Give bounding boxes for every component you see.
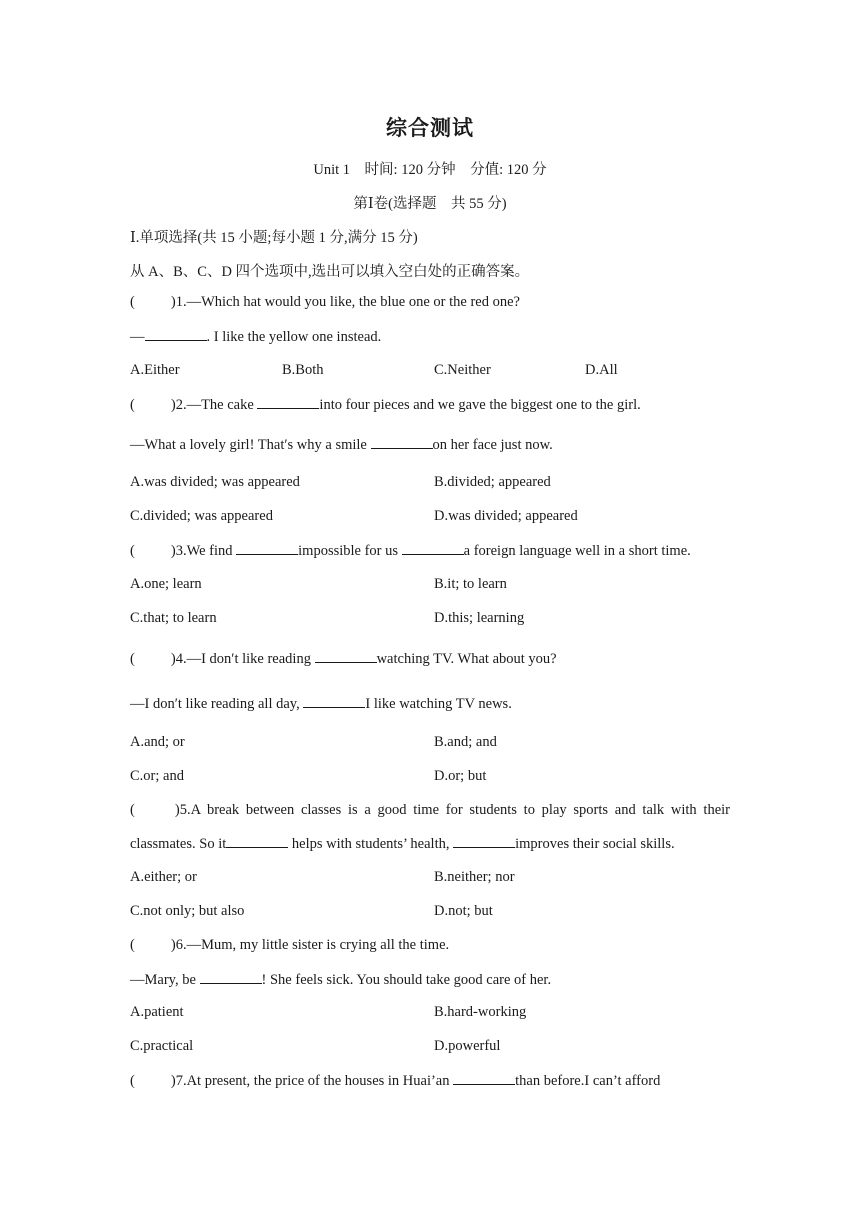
question-2-option-b: B.divided; appeared	[434, 474, 551, 490]
question-1-option-c: C.Neither	[434, 362, 491, 378]
question-6-reply-a: —Mary, be	[130, 972, 200, 988]
answer-blank[interactable]	[371, 436, 433, 449]
question-6-reply	[130, 971, 551, 989]
question-6-option-d: D.powerful	[434, 1038, 501, 1054]
question-1-text: 1.—Which hat would you like, the blue one or the red one?	[175, 294, 520, 310]
answer-paren-open: (	[130, 1073, 135, 1089]
answer-blank[interactable]	[402, 542, 464, 555]
answer-blank[interactable]	[453, 835, 515, 848]
answer-paren-open: (	[130, 397, 135, 413]
answer-paren-close: )	[170, 397, 176, 413]
question-5-option-a: A.either; or	[130, 869, 197, 885]
exam-info: Unit 1 时间: 120 分钟 分值: 120 分	[313, 162, 547, 178]
answer-paren-open: (	[130, 802, 135, 818]
question-3-option-d: D.this; learning	[434, 610, 525, 626]
question-1-option-d: D.All	[585, 362, 618, 378]
question-7-text-a: 7.At present, the price of the houses in Huai’an	[175, 1073, 454, 1089]
question-7-text-b: than before.I can’t afford	[515, 1073, 661, 1089]
question-3-text-b: impossible for us	[298, 543, 402, 559]
question-4	[130, 650, 557, 668]
question-1	[130, 294, 520, 311]
question-3	[130, 542, 691, 560]
question-1-reply-text: . I like the yellow one instead.	[206, 329, 382, 345]
answer-blank[interactable]	[145, 328, 207, 341]
question-1-reply	[130, 328, 381, 346]
answer-blank[interactable]	[236, 542, 298, 555]
question-4-option-d: D.or; but	[434, 768, 487, 784]
question-3-text-a: 3.We find	[175, 543, 237, 559]
question-4-option-b: B.and; and	[434, 734, 497, 750]
question-5-option-d: D.not; but	[434, 903, 493, 919]
answer-blank[interactable]	[303, 695, 365, 708]
answer-paren-close: )	[170, 651, 176, 667]
question-4-option-a: A.and; or	[130, 734, 185, 750]
answer-paren-open: (	[130, 543, 135, 559]
answer-paren-open: (	[130, 294, 135, 310]
question-2-option-d: D.was divided; appeared	[434, 508, 578, 524]
question-3-text-c: a foreign language well in a short time.	[463, 543, 691, 559]
question-2-option-a: A.was divided; was appeared	[130, 474, 300, 490]
part-heading: 第Ⅰ卷(选择题 共 55 分)	[353, 196, 507, 212]
section-instruction: 从 A、B、C、D 四个选项中,选出可以填入空白处的正确答案。	[130, 264, 530, 280]
question-1-option-a: A.Either	[130, 362, 180, 378]
question-2-text-b: into four pieces and we gave the biggest one to the girl.	[319, 397, 641, 413]
question-4-option-c: C.or; and	[130, 768, 184, 784]
question-5-option-c: C.not only; but also	[130, 903, 245, 919]
question-6-reply-b: ! She feels sick. You should take good care of her.	[261, 972, 552, 988]
answer-paren-close: )	[170, 1073, 176, 1089]
question-5-line-2	[130, 835, 675, 853]
question-4-text-b: watching TV. What about you?	[376, 651, 557, 667]
answer-paren-open: (	[130, 651, 135, 667]
answer-paren-close: )	[174, 802, 180, 818]
answer-paren-close: )	[170, 543, 176, 559]
answer-paren-close: )	[170, 937, 176, 953]
question-5-option-b: B.neither; nor	[434, 869, 515, 885]
question-5-text-b: classmates. So it	[130, 836, 227, 852]
answer-blank[interactable]	[226, 835, 288, 848]
question-5	[130, 802, 730, 819]
dash: —	[130, 329, 145, 345]
question-3-option-c: C.that; to learn	[130, 610, 217, 626]
question-2	[130, 396, 641, 414]
page-title: 综合测试	[386, 116, 474, 140]
answer-paren-open: (	[130, 937, 135, 953]
question-5-text-c: helps with students’ health,	[288, 836, 454, 852]
question-4-reply-b: I like watching TV news.	[365, 696, 512, 712]
question-2-reply	[130, 436, 553, 454]
question-2-text-a: 2.—The cake	[175, 397, 258, 413]
question-6-option-b: B.hard-working	[434, 1004, 527, 1020]
answer-blank[interactable]	[315, 650, 377, 663]
question-1-option-b: B.Both	[282, 362, 324, 378]
answer-paren-close: )	[170, 294, 176, 310]
question-6	[130, 937, 449, 954]
question-2-reply-b: on her face just now.	[432, 437, 553, 453]
answer-blank[interactable]	[453, 1072, 515, 1085]
answer-blank[interactable]	[200, 971, 262, 984]
question-2-reply-a: —What a lovely girl! That′s why a smile	[130, 437, 371, 453]
question-3-option-a: A.one; learn	[130, 576, 202, 592]
question-4-reply	[130, 695, 512, 713]
question-7	[130, 1072, 660, 1090]
section-heading: Ⅰ.单项选择(共 15 小题;每小题 1 分,满分 15 分)	[130, 230, 418, 246]
question-6-option-c: C.practical	[130, 1038, 194, 1054]
question-6-text: 6.—Mum, my little sister is crying all the time.	[175, 937, 450, 953]
question-5-text-a: 5.A break between classes is a good time for students to play sports and talk with their	[179, 802, 730, 818]
question-4-reply-a: —I don′t like reading all day,	[130, 696, 304, 712]
question-2-option-c: C.divided; was appeared	[130, 508, 273, 524]
question-3-option-b: B.it; to learn	[434, 576, 507, 592]
question-5-text-d: improves their social skills.	[515, 836, 675, 852]
answer-blank[interactable]	[257, 396, 319, 409]
question-6-option-a: A.patient	[130, 1004, 184, 1020]
question-4-text-a: 4.—I don′t like reading	[175, 651, 315, 667]
